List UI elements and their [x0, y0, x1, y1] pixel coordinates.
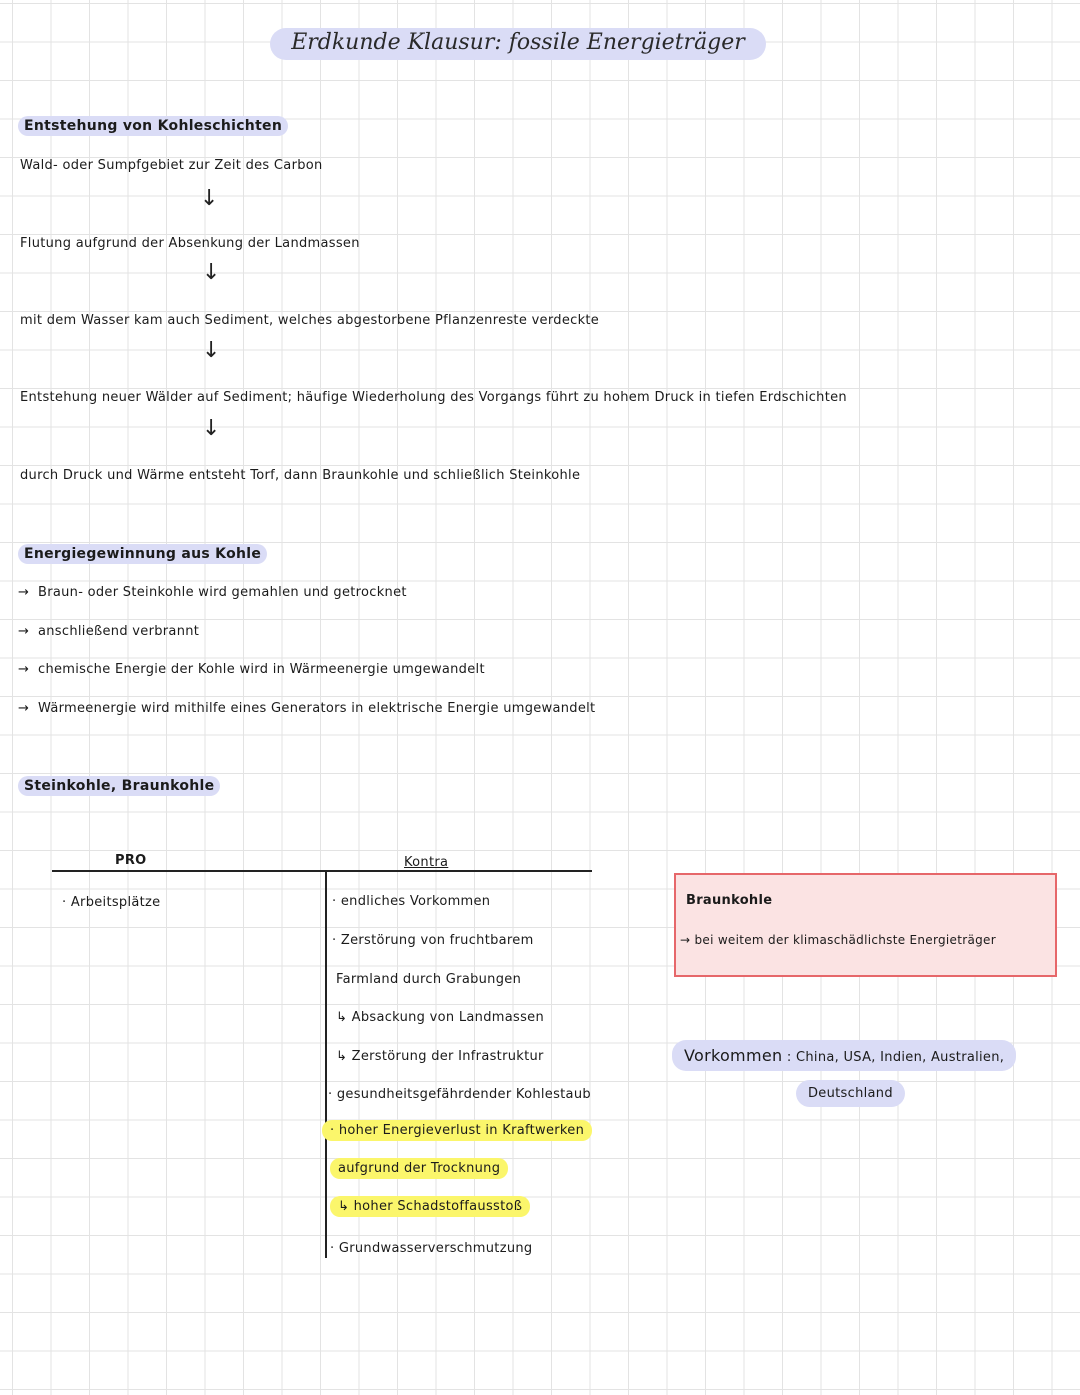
- step-5: durch Druck und Wärme entsteht Torf, dann Braunkohle und schließlich Steinkohle: [20, 468, 581, 483]
- section-heading-kohleschichten: Entstehung von Kohleschichten: [18, 118, 288, 134]
- kontra-item-highlighted: ↳ hoher Schadstoffausstoß: [330, 1196, 530, 1217]
- section-heading-energiegewinnung: Energiegewinnung aus Kohle: [18, 546, 267, 562]
- braunkohle-box-text: → bei weitem der klimaschädlichste Energieträger: [680, 933, 996, 947]
- kontra-header: Kontra: [404, 855, 449, 870]
- arrow-right-icon: →: [18, 585, 30, 600]
- vorkommen-label: Vorkommen: [684, 1046, 783, 1065]
- kontra-item: · Grundwasserverschmutzung: [330, 1241, 533, 1256]
- kontra-item-highlighted: aufgrund der Trocknung: [330, 1158, 508, 1179]
- braunkohle-box: [674, 873, 1057, 977]
- list-item: → Wärmeenergie wird mithilfe eines Generators in elektrische Energie umgewandelt: [18, 701, 596, 716]
- kontra-item: · endliches Vorkommen: [332, 894, 491, 909]
- vorkommen-line-2: Deutschland: [796, 1080, 905, 1107]
- kontra-item: · Zerstörung von fruchtbarem: [332, 933, 534, 948]
- table-divider-horizontal: [52, 870, 592, 872]
- pro-item: · Arbeitsplätze: [62, 895, 161, 910]
- page-title: Erdkunde Klausur: fossile Energieträger: [291, 30, 745, 55]
- down-arrow-icon: ↓: [200, 186, 219, 211]
- list-item: → chemische Energie der Kohle wird in Wärmeenergie umgewandelt: [18, 662, 485, 677]
- table-divider-vertical: [325, 872, 327, 1258]
- step-4: Entstehung neuer Wälder auf Sediment; häufige Wiederholung des Vorgangs führt zu hohem Druck in tiefen Erdschichten: [20, 390, 847, 405]
- down-arrow-icon: ↓: [202, 338, 221, 363]
- arrow-right-icon: →: [18, 662, 30, 677]
- kontra-item: Farmland durch Grabungen: [336, 972, 522, 987]
- vorkommen-countries: China, USA, Indien, Australien,: [795, 1050, 1005, 1065]
- vorkommen-line-1: Vorkommen : China, USA, Indien, Australien,: [672, 1040, 1016, 1071]
- list-item: → anschließend verbrannt: [18, 624, 200, 639]
- kontra-item-highlighted: · hoher Energieverlust in Kraftwerken: [322, 1120, 592, 1141]
- step-3: mit dem Wasser kam auch Sediment, welches abgestorbene Pflanzenreste verdeckte: [20, 313, 600, 328]
- step-1: Wald- oder Sumpfgebiet zur Zeit des Carbon: [20, 158, 323, 173]
- kontra-item: · gesundheitsgefährdender Kohlestaub: [328, 1087, 591, 1102]
- down-arrow-icon: ↓: [202, 416, 221, 441]
- kontra-item: ↳ Zerstörung der Infrastruktur: [336, 1049, 544, 1064]
- section-heading-steinkohle-braunkohle: Steinkohle, Braunkohle: [18, 778, 220, 794]
- arrow-right-icon: →: [18, 701, 30, 716]
- kontra-item: ↳ Absackung von Landmassen: [336, 1010, 544, 1025]
- arrow-right-icon: →: [18, 624, 30, 639]
- braunkohle-box-title: Braunkohle: [686, 893, 773, 908]
- down-arrow-icon: ↓: [202, 260, 221, 285]
- pro-header: PRO: [115, 853, 147, 868]
- step-2: Flutung aufgrund der Absenkung der Landmassen: [20, 236, 360, 251]
- list-item: → Braun- oder Steinkohle wird gemahlen und getrocknet: [18, 585, 407, 600]
